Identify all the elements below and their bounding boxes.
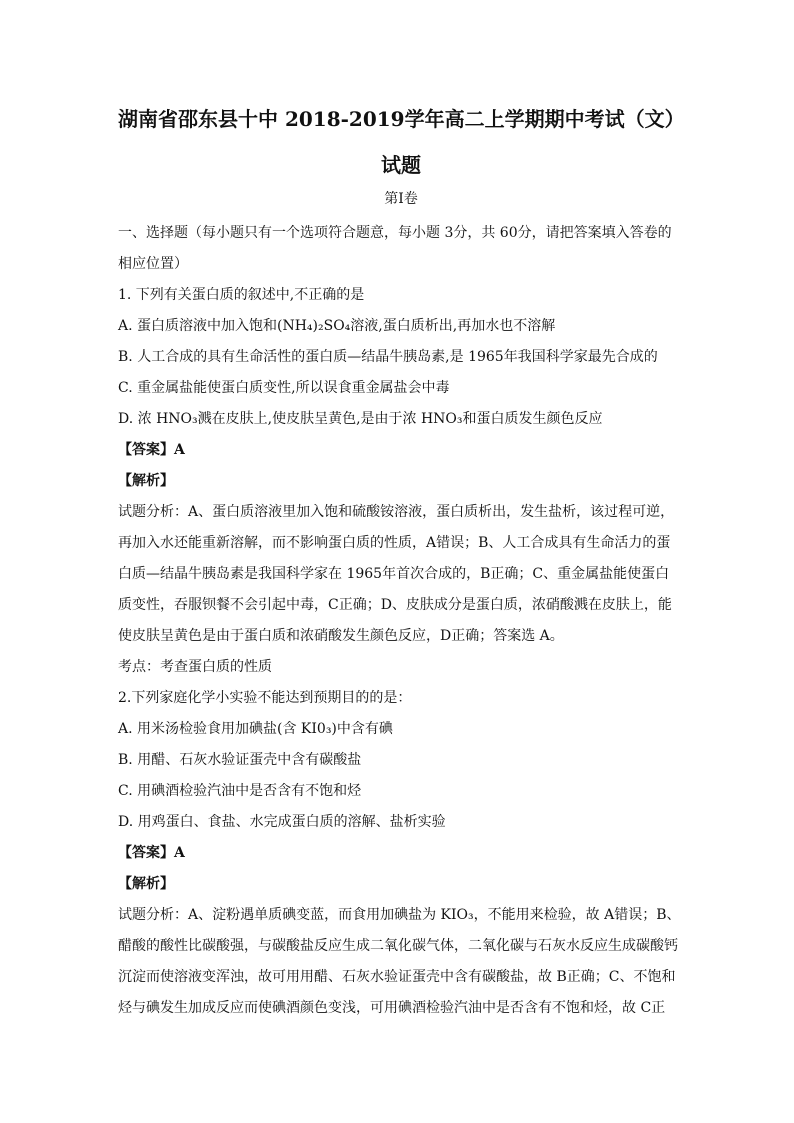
- question-1-kaodian: 考点：考查蛋白质的性质: [118, 659, 272, 675]
- question-1-option-b: B. 人工合成的具有生命活性的蛋白质—结晶牛胰岛素,是 1965年我国科学家最先合成的: [118, 349, 658, 365]
- question-1-analysis-line: 再加入水还能重新溶解，而不影响蛋白质的性质，A错误；B、人工合成具有生命活力的蛋: [118, 535, 671, 551]
- question-1-analysis-line: 使皮肤呈黄色是由于蛋白质和浓硝酸发生颜色反应，D正确；答案选 A。: [118, 628, 564, 644]
- question-2-answer: 【答案】A: [118, 845, 185, 861]
- question-1-option-a: A. 蛋白质溶液中加入饱和(NH₄)₂SO₄溶液,蛋白质析出,再加水也不溶解: [118, 318, 556, 334]
- question-2-option-b: B. 用醋、石灰水验证蛋壳中含有碳酸盐: [118, 752, 362, 768]
- question-2-option-c: C. 用碘酒检验汽油中是否含有不饱和烃: [118, 783, 362, 799]
- question-1: [118, 280, 684, 683]
- section-heading-line-2: 相应位置）: [118, 256, 188, 272]
- document-title-line-2: 试题: [381, 153, 421, 177]
- question-2-analysis-line: 醋酸的酸性比碳酸强，与碳酸盐反应生成二氧化碳气体，二氧化碳与石灰水反应生成碳酸钙: [118, 938, 678, 954]
- document-title-line-1: 湖南省邵东县十中 2018-2019学年高二上学期期中考试（文）: [118, 107, 685, 131]
- question-2: [118, 683, 684, 1024]
- question-1-option-c: C. 重金属盐能使蛋白质变性,所以误食重金属盐会中毒: [118, 380, 450, 396]
- volume-mark: 第I卷: [384, 191, 418, 207]
- question-2-stem: 2.下列家庭化学小实验不能达到预期目的的是：: [118, 690, 412, 706]
- question-1-analysis-label: 【解析】: [118, 473, 174, 489]
- question-1-analysis-line: 质变性，吞服钡餐不会引起中毒，C正确；D、皮肤成分是蛋白质，浓硝酸溅在皮肤上，能: [118, 597, 672, 613]
- question-2-analysis-label: 【解析】: [118, 876, 174, 892]
- question-2-option-d: D. 用鸡蛋白、食盐、水完成蛋白质的溶解、盐析实验: [118, 814, 446, 830]
- question-1-analysis-line: 试题分析：A、蛋白质溶液里加入饱和硫酸铵溶液，蛋白质析出，发生盐析，该过程可逆，: [118, 504, 675, 520]
- question-2-analysis-line: 烃与碘发生加成反应而使碘酒颜色变浅，可用碘酒检验汽油中是否含有不饱和烃，故 C正: [118, 1000, 666, 1016]
- question-1-answer: 【答案】A: [118, 442, 185, 458]
- question-1-analysis-line: 白质—结晶牛胰岛素是我国科学家在 1965年首次合成的，B正确；C、重金属盐能使蛋白: [118, 566, 670, 582]
- question-1-stem: 1. 下列有关蛋白质的叙述中,不正确的是: [118, 287, 365, 303]
- section-heading-line-1: 一、选择题（每小题只有一个选项符合题意，每小题 3分，共 60分，请把答案填入答卷的: [118, 225, 672, 241]
- question-2-analysis-line: 沉淀而使溶液变浑浊，故可用用醋、石灰水验证蛋壳中含有碳酸盐，故 B正确；C、不饱和: [118, 969, 676, 985]
- question-1-option-d: D. 浓 HNO₃溅在皮肤上,使皮肤呈黄色,是由于浓 HNO₃和蛋白质发生颜色反应: [118, 411, 603, 427]
- question-2-analysis-line: 试题分析：A、淀粉遇单质碘变蓝，而食用加碘盐为 KIO₃，不能用来检验，故 A错误；B、: [118, 907, 681, 923]
- question-2-option-a: A. 用米汤检验食用加碘盐(含 KI0₃)中含有碘: [118, 721, 393, 737]
